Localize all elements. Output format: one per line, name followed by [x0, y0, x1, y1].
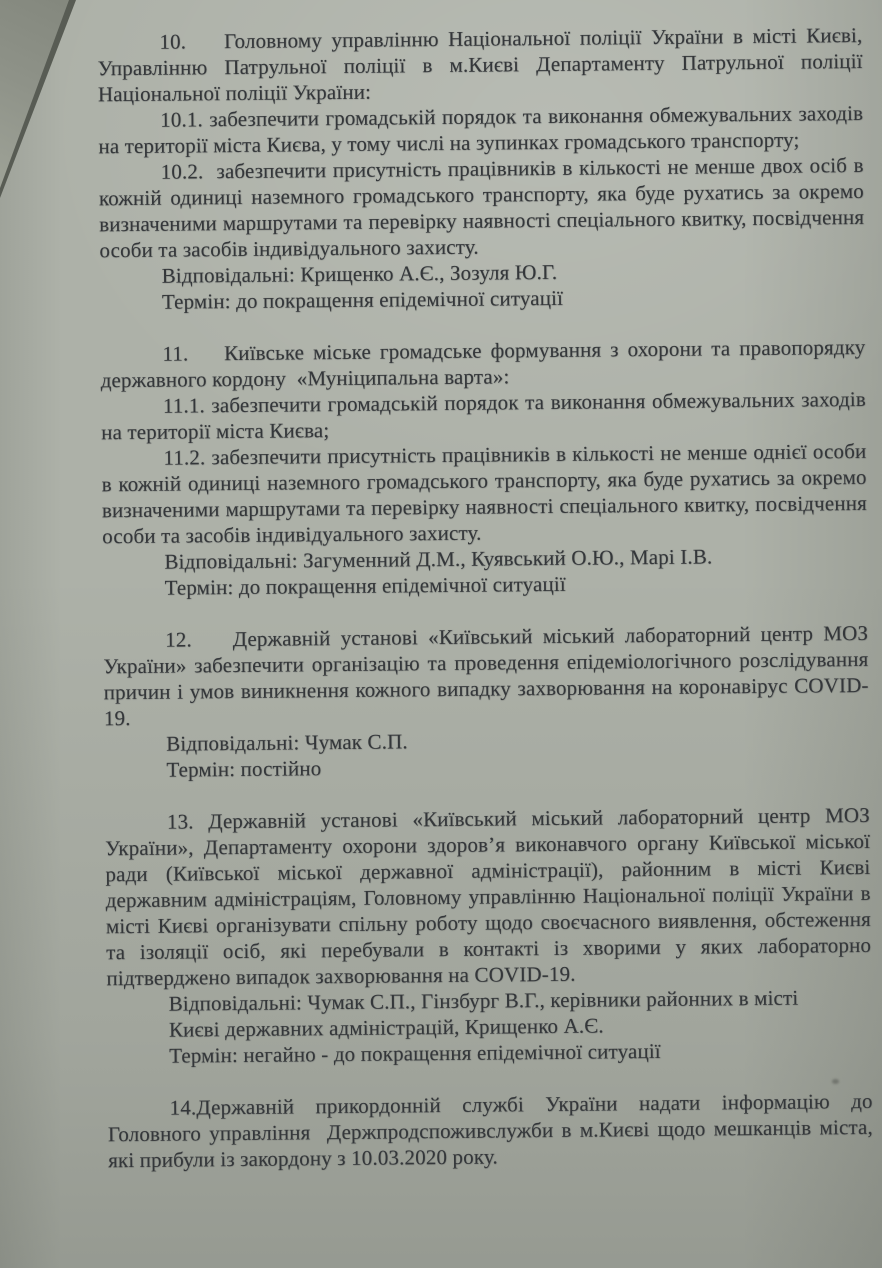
responsible-line-12: Відповідальні: Чумак С.П. [166, 729, 408, 756]
paragraph-14: 14.Державній прикордонній службі України надати інформацію до Головного управління Держпродспоживслужби в м.Києві щодо мешканців міста, які прибули із закордону з 10.03.2020 року. [107, 1088, 873, 1173]
term-line-10: Термін: до покращення епідемічної ситуації [161, 285, 564, 314]
responsible-line-13: Відповідальні: Чумак С.П., Гінзбург В.Г., керівники районних в місті Києві державних адміністрацій, Крищенко А.Є. [168, 985, 799, 1042]
paragraph-10-2: 10.2. забезпечити присутність працівників в кількості не менше двох осіб в кожній одиниці наземного громадського транспорту, яка буде рухатись за окремо визначеними маршрутами та перевірку наявності спеціального квитку, посвідчення особи та засобів індивідуального захисту. [98, 152, 865, 263]
paragraph-11-2: 11.2. забезпечити присутність працівників в кількості не менше однієї особи в кожній одиниці наземного громадського транспорту, яка буде рухатись за окремо визначеними маршрутами та перевірку наявності спеціального квитку, посвідчення особи та засобів індивідуального захисту. [101, 438, 867, 549]
responsible-line-10: Відповідальні: Крищенко А.Є., Зозуля Ю.Г. [161, 259, 558, 288]
paragraph-11: 11. Київське міське громадське формування з охорони та правопорядку державного кордону «Муніципальна варта»: [100, 334, 866, 393]
responsible-line-11: Відповідальні: Загуменний Д.М., Куявський О.Ю., Марі І.В. [164, 544, 713, 574]
term-line-12: Термін: постійно [166, 756, 322, 782]
paragraph-12: 12. Державній установі «Київський міський лабораторний центр МОЗ України» забезпечити організацію та проведення епідеміологічного розслідування причин і умов виникнення кожного випадку захворювання на коронавірус COVID-19. [103, 620, 869, 731]
paragraph-13: 13. Державній установі «Київський міський лабораторний центр МОЗ України», Департаменту охорони здоров’я виконавчого органу Київської міської ради (Київської міської державної адміністрації), районним в місті Києві державним адміністраціям, Головному управлінню Національної поліції України в місті Києві організувати спільну роботу щодо своєчасного виявлення, обстеження та ізоляції осіб, які перебували в контакті із хворими у яких лабораторно підтверджено випадок захворювання на COVID-19. [105, 802, 872, 991]
paragraph-11-1: 11.1. забезпечити громадській порядок та виконання обмежувальних заходів на території міста Києва; [101, 386, 866, 445]
paragraph-10-1: 10.1. забезпечити громадській порядок та виконання обмежувальних заходів на території міста Києва, у тому числі на зупинках громадського транспорту; [98, 100, 864, 159]
term-line-11: Термін: до покращення епідемічної ситуації [164, 571, 566, 600]
term-line-13: Термін: негайно - до покращення епідемічної ситуації [169, 1038, 661, 1068]
paragraph-10: 10. Головному управлінню Національної поліції України в місті Києві, Управлінню Патрульної поліції в м.Києві Департаменту Патрульної поліції Національної поліції України: [97, 22, 863, 107]
